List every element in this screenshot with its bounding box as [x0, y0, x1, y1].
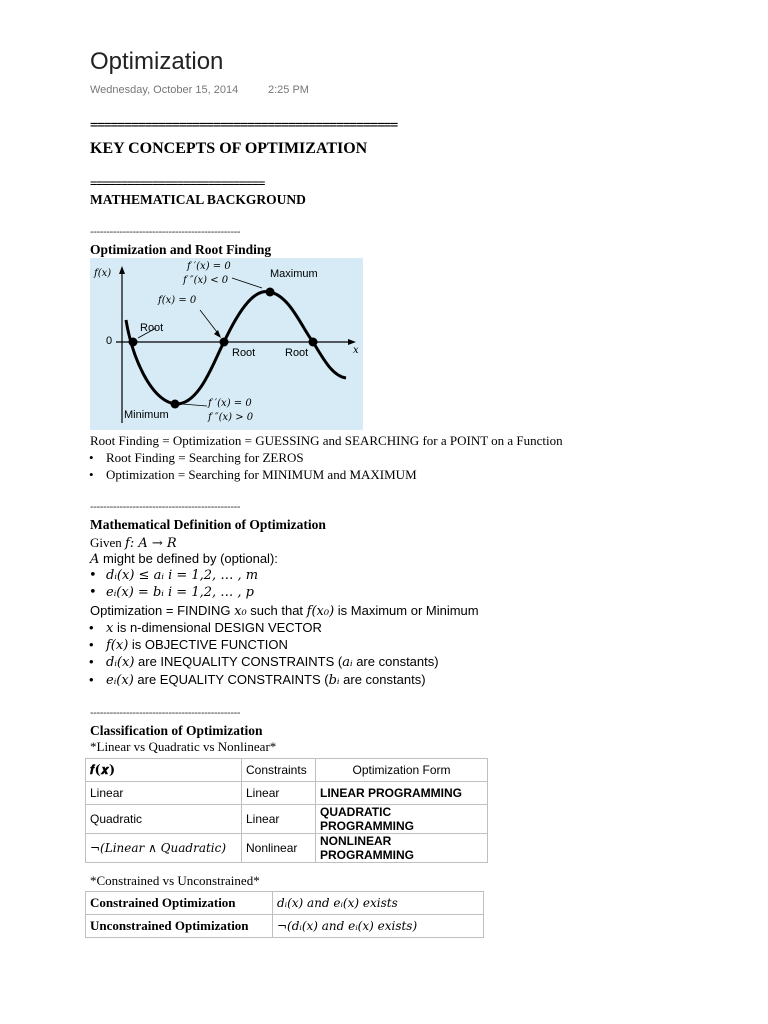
- list-item: • x is n-dimensional DESIGN VECTOR: [89, 620, 322, 636]
- rule-medium: ============================: [90, 176, 265, 190]
- main-heading: KEY CONCEPTS OF OPTIMIZATION: [90, 140, 368, 157]
- list-item: • dᵢ(x) ≤ aᵢ i = 1,2, … , m: [89, 568, 259, 583]
- page-title: Optimization: [90, 48, 224, 75]
- root-label-3: Root: [285, 347, 309, 359]
- list-item: • f(x) is OBJECTIVE FUNCTION: [89, 637, 288, 653]
- root-label-2: Root: [232, 347, 256, 359]
- table-row: Linear Linear LINEAR PROGRAMMING: [86, 782, 488, 805]
- divider-2: ----------------------------------------------: [90, 501, 241, 513]
- max-pointer-line: [232, 278, 262, 288]
- root-point-3: [309, 338, 318, 347]
- subtitle-constrained: *Constrained vs Unconstrained*: [90, 873, 260, 888]
- rule-long: =============================================: [90, 118, 398, 133]
- root-condition: f(x) = 0: [158, 295, 197, 306]
- root-cond-arrowhead: [214, 330, 221, 338]
- section-title-root-finding: Optimization and Root Finding: [90, 242, 272, 257]
- classification-table: [85, 758, 488, 863]
- table-row: Constrained Optimization dᵢ(x) and eᵢ(x) exists: [86, 892, 484, 915]
- optimization-root-figure: [90, 258, 363, 430]
- min-condition-first: f ′(x) = 0: [208, 398, 252, 409]
- given-line: Given f: A → R: [90, 535, 177, 551]
- root-point-1: [129, 338, 138, 347]
- header-fx: 𝒇(𝒙): [86, 759, 242, 782]
- divider-3: ----------------------------------------------: [90, 707, 241, 719]
- maximum-label: Maximum: [270, 268, 318, 280]
- root-point-2: [220, 338, 229, 347]
- header-constraints: Constraints: [242, 759, 316, 782]
- constraint-table: [85, 891, 484, 938]
- zero-label: 0: [106, 335, 113, 347]
- table-row: ¬(Linear ∧ Quadratic) Nonlinear NONLINEAR PROGRAMMING: [86, 834, 488, 863]
- sub-heading: MATHEMATICAL BACKGROUND: [90, 192, 306, 207]
- min-condition-second: f ″(x) > 0: [208, 412, 254, 423]
- root-finding-summary: Root Finding = Optimization = GUESSING and SEARCHING for a POINT on a Function: [90, 433, 563, 448]
- y-axis-arrow: [119, 266, 125, 274]
- header-optimization-form: Optimization Form: [316, 759, 488, 782]
- page-date: Wednesday, October 15, 2014: [90, 84, 239, 96]
- finding-line: Optimization = FINDING x₀ such that f(x₀) is Maximum or Minimum: [90, 603, 479, 619]
- list-item: • Optimization = Searching for MINIMUM and MAXIMUM: [89, 467, 417, 482]
- list-item: • Root Finding = Searching for ZEROS: [89, 450, 304, 465]
- defined-line: A might be defined by (optional):: [90, 551, 278, 567]
- minimum-label: Minimum: [124, 409, 169, 421]
- table-row: Unconstrained Optimization ¬(dᵢ(x) and eᵢ(x) exists): [86, 915, 484, 938]
- fx-axis-label: f(x): [94, 268, 112, 279]
- list-item: • dᵢ(x) are INEQUALITY CONSTRAINTS (aᵢ are constants): [89, 654, 439, 670]
- page-time: 2:25 PM: [268, 84, 309, 96]
- section-title-definition: Mathematical Definition of Optimization: [90, 517, 326, 532]
- table-row: Quadratic Linear QUADRATIC PROGRAMMING: [86, 805, 488, 834]
- table-header-row: [86, 759, 488, 782]
- min-pointer-line: [182, 404, 207, 406]
- list-item: • eᵢ(x) are EQUALITY CONSTRAINTS (bᵢ are constants): [89, 672, 426, 688]
- x-axis-label: x: [353, 345, 359, 356]
- maximum-point: [266, 288, 275, 297]
- root-label-1: Root: [140, 322, 164, 334]
- subtitle-linear-quadratic: *Linear vs Quadratic vs Nonlinear*: [90, 739, 277, 754]
- list-item: • eᵢ(x) = bᵢ i = 1,2, … , p: [89, 585, 254, 600]
- max-condition-second: f ″(x) < 0: [183, 275, 229, 286]
- section-title-classification: Classification of Optimization: [90, 723, 263, 738]
- minimum-point: [171, 400, 180, 409]
- divider-1: ----------------------------------------------: [90, 226, 241, 238]
- max-condition-first: f ′(x) = 0: [187, 261, 231, 272]
